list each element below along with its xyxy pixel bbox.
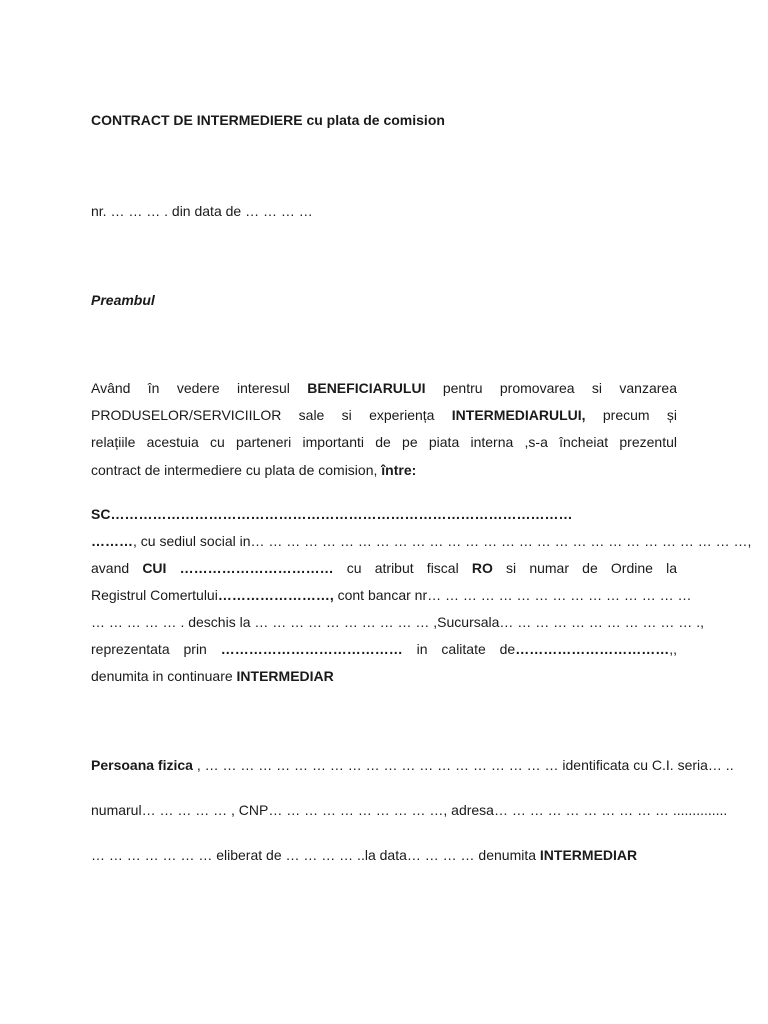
company-line-6: reprezentata prin ………………………………… in calitate de……………………………,, (91, 641, 678, 657)
person-line-2: numarul… … … … … , CNP… … … … … … … … … …, adresa… … … … … … … … … … .............. (91, 802, 728, 818)
preamble-line-3: relațiile acestuia cu parteneri importanti de pe piata interna ,s-a încheiat prezentul (91, 434, 677, 450)
company-line-5: … … … … … . deschis la … … … … … … … … … … ,Sucursala… … … … … … … … … … … ., (91, 614, 704, 630)
preamble-heading: Preambul (91, 292, 155, 308)
company-line-7: denumita in continuare INTERMEDIAR (91, 668, 334, 684)
preamble-line-1: Având în vedere interesul BENEFICIARULUI pentru promovarea si vanzarea (91, 380, 677, 396)
document-title: CONTRACT DE INTERMEDIERE cu plata de comision (91, 112, 445, 128)
preamble-line-2: PRODUSELOR/SERVICIILOR sale si experiența INTERMEDIARULUI, precum și (91, 407, 678, 423)
person-line-1: Persoana fizica , … … … … … … … … … … … … … … … … … … … … identificata cu C.I. seria… .. (91, 757, 734, 773)
company-line-4: Registrul Comertului……………………, cont bancar nr… … … … … … … … … … … … … … … (91, 587, 692, 603)
company-sc-line: SC……………………………………………………………………………………… (91, 506, 573, 522)
contract-number-line: nr. … … … . din data de … … … … (91, 203, 313, 219)
company-line-2: ………, cu sediul social in… … … … … … … … … … … … … … … … … … … … … … … … … … … …, (91, 533, 752, 549)
person-line-3: … … … … … … … eliberat de … … … … ..la data… … … … denumita INTERMEDIAR (91, 847, 638, 863)
preamble-line-4: contract de intermediere cu plata de comision, între: (91, 462, 417, 478)
company-line-3: avand CUI …………………………… cu atribut fiscal RO si numar de Ordine la (91, 560, 677, 576)
